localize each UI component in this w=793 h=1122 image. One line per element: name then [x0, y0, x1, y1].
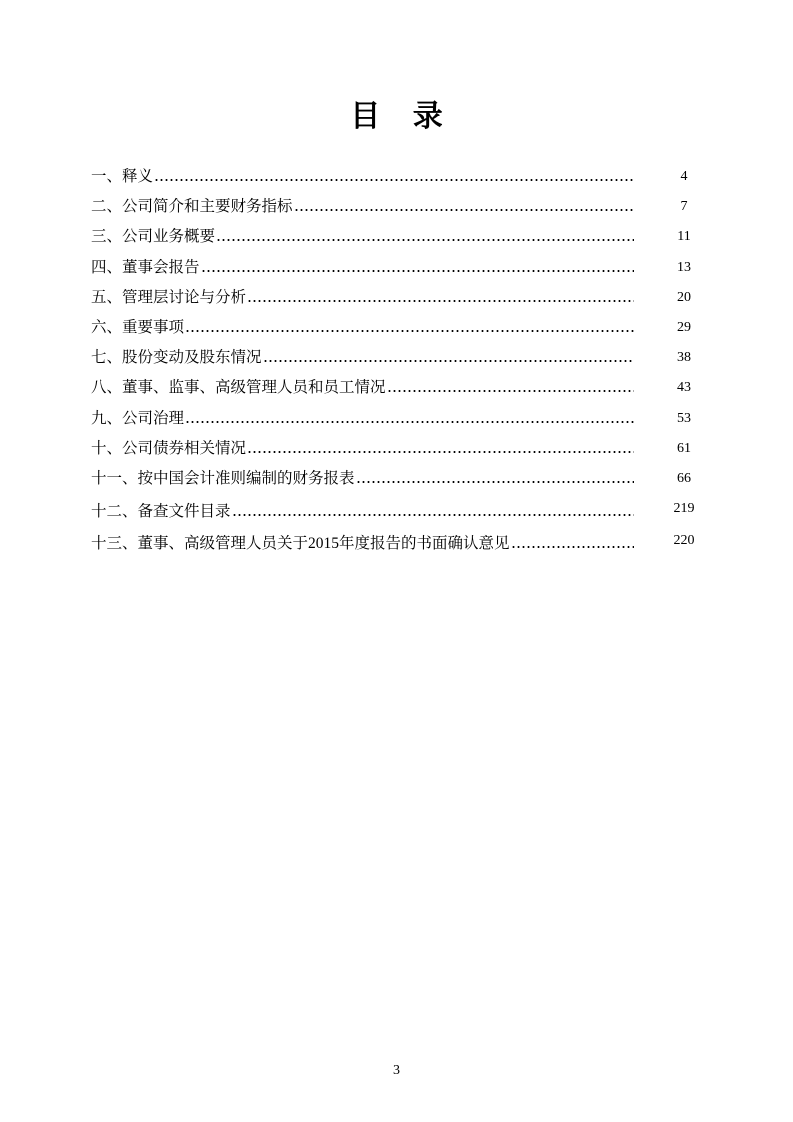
dot-leader	[216, 238, 634, 242]
dot-leader	[356, 480, 634, 484]
toc-entry-line	[91, 222, 634, 252]
toc-entry[interactable]	[0, 404, 793, 434]
dot-leader	[247, 299, 634, 303]
toc-entry[interactable]	[0, 497, 793, 527]
page-title: 目 录	[350, 99, 443, 134]
toc-entry[interactable]	[0, 343, 793, 373]
toc-entry[interactable]	[0, 222, 793, 252]
dot-leader	[387, 389, 634, 393]
toc-entry-line	[91, 464, 634, 494]
toc-entry[interactable]	[0, 283, 793, 313]
dot-leader	[201, 269, 634, 273]
toc-entry-page: 20	[677, 289, 691, 305]
dot-leader	[247, 450, 634, 454]
toc-entry-line	[91, 497, 634, 527]
toc-entry-page: 220	[673, 532, 695, 548]
toc-entry-page: 7	[680, 199, 688, 215]
table-of-contents	[0, 162, 793, 559]
toc-entry-label: 九、公司治理	[91, 409, 185, 427]
toc-entry-page: 38	[677, 350, 691, 366]
dot-leader	[263, 359, 634, 363]
toc-entry-label: 十一、按中国会计准则编制的财务报表	[91, 469, 355, 487]
toc-entry-line	[91, 529, 634, 559]
toc-entry-line	[91, 162, 634, 192]
toc-entry-page: 29	[677, 319, 691, 335]
toc-entry-line	[91, 373, 634, 403]
toc-entry-page: 219	[673, 501, 695, 517]
toc-entry-label: 五、管理层讨论与分析	[91, 288, 247, 306]
toc-entry-label: 六、重要事项	[91, 318, 185, 336]
toc-entry-line	[91, 404, 634, 434]
dot-leader	[185, 420, 634, 424]
toc-entry[interactable]	[0, 529, 793, 559]
page-number: 3	[393, 1063, 400, 1078]
dot-leader	[511, 545, 634, 549]
toc-entry-page: 11	[677, 229, 691, 245]
toc-entry[interactable]	[0, 192, 793, 222]
toc-entry-line	[91, 343, 634, 373]
toc-entry[interactable]	[0, 253, 793, 283]
toc-entry-page: 13	[677, 259, 691, 275]
toc-entry-label: 三、公司业务概要	[91, 228, 216, 246]
dot-leader	[232, 513, 634, 517]
toc-entry-page: 4	[680, 169, 688, 184]
toc-entry-label: 七、股份变动及股东情况	[91, 349, 262, 367]
toc-entry-label: 十、公司债券相关情况	[91, 439, 247, 457]
toc-entry-label: 十三、董事、高级管理人员关于2015年度报告的书面确认意见	[91, 534, 510, 552]
toc-entry-line	[91, 253, 634, 283]
toc-entry-label: 二、公司简介和主要财务指标	[91, 198, 293, 216]
toc-entry-page: 53	[677, 410, 691, 426]
toc-entry-label: 四、董事会报告	[91, 258, 200, 276]
dot-leader	[185, 329, 634, 333]
toc-entry[interactable]	[0, 434, 793, 464]
toc-entry-label: 十二、备查文件目录	[91, 503, 231, 521]
toc-entry[interactable]	[0, 313, 793, 343]
toc-entry-line	[91, 434, 634, 464]
dot-leader	[294, 208, 634, 212]
toc-entry-page: 61	[677, 440, 691, 456]
toc-entry[interactable]	[0, 373, 793, 403]
toc-entry-line	[91, 283, 634, 313]
toc-entry[interactable]	[0, 464, 793, 494]
toc-entry-page: 43	[677, 380, 691, 396]
toc-entry-label: 一、释义	[91, 168, 154, 185]
toc-entry-line	[91, 313, 634, 343]
toc-entry-line	[91, 192, 634, 222]
toc-entry-label: 八、董事、监事、高级管理人员和员工情况	[91, 379, 386, 397]
toc-entry-page: 66	[677, 470, 691, 486]
toc-entry[interactable]	[0, 162, 793, 192]
dot-leader	[154, 178, 634, 182]
